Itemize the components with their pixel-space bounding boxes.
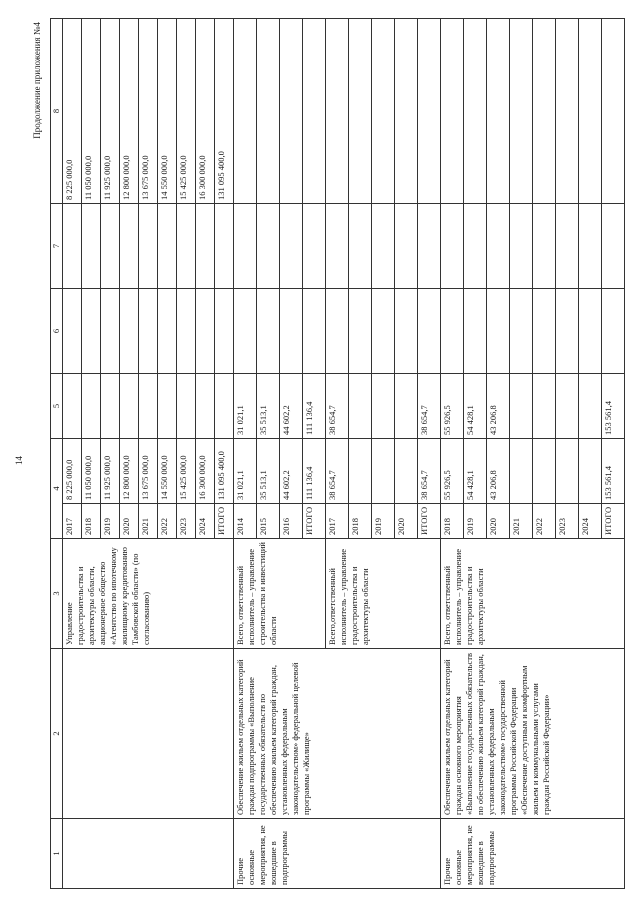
year-cell: 2017 xyxy=(63,504,82,539)
col5-cell: 153 561,4 xyxy=(602,374,625,439)
block3-category: Прочие основные мероприятия, не вошедшие в подпрограммы xyxy=(441,819,625,889)
col5-cell xyxy=(372,374,395,439)
block3-measure: Обеспечение жильем отдельных категорий граждан основного мероприятия «Выполнение государственных обязательств по обеспечению жильем категорий граждан, установленных федеральным законодательством» государственной программы Российской Федерации «Обеспечение доступным и комфортным жильем и коммунальными услугами граждан Российской Федерации» xyxy=(441,649,625,819)
year-cell: 2023 xyxy=(177,504,196,539)
col6-cell xyxy=(487,289,510,374)
block2-category: Прочие основные мероприятия, не вошедшие в подпрограммы xyxy=(234,819,441,889)
col6-cell xyxy=(280,289,303,374)
col8-cell: 8 225 000,0 xyxy=(63,19,82,204)
col5-cell xyxy=(215,374,234,439)
block2-measure: Обеспечение жильем отдельных категорий граждан подпрограммы «Выполнение государственных обязательств по обеспечению жильем категорий граждан, установленных федеральным законодательством» федеральной целевой программы «Жилище» xyxy=(234,649,441,819)
col8-cell xyxy=(510,19,533,204)
year-cell: 2018 xyxy=(441,504,464,539)
col8-cell: 14 550 000,0 xyxy=(158,19,177,204)
col4-cell: 38 654,7 xyxy=(326,439,349,504)
col8-cell xyxy=(372,19,395,204)
year-cell: 2018 xyxy=(82,504,101,539)
block1-col2 xyxy=(63,649,234,819)
col6-cell xyxy=(464,289,487,374)
col8-cell xyxy=(418,19,441,204)
block1-executor: Управление градостроительства и архитектуры области, акционерное общество «Агентство по ипотечному жилищному кредитованию Тамбовской области» (по согласованию) xyxy=(63,539,234,649)
col5-cell: 55 926,5 xyxy=(441,374,464,439)
col8-cell xyxy=(395,19,418,204)
col4-cell xyxy=(395,439,418,504)
col6-cell xyxy=(533,289,556,374)
col4-cell xyxy=(533,439,556,504)
year-cell: 2014 xyxy=(234,504,257,539)
col7-cell xyxy=(177,204,196,289)
col7-cell xyxy=(326,204,349,289)
col5-cell xyxy=(120,374,139,439)
col5-cell: 44 602,2 xyxy=(280,374,303,439)
year-cell: 2022 xyxy=(158,504,177,539)
col7-cell xyxy=(349,204,372,289)
block2-executor-b: Всего,ответственный исполнитель – управление градостроительства и архитектуры области xyxy=(326,539,441,649)
col8-cell xyxy=(441,19,464,204)
table-row xyxy=(441,19,464,889)
col7-cell xyxy=(120,204,139,289)
col6-cell xyxy=(441,289,464,374)
col7-cell xyxy=(487,204,510,289)
header-row xyxy=(51,19,63,889)
year-cell: 2021 xyxy=(139,504,158,539)
col4-cell: 14 550 000,0 xyxy=(158,439,177,504)
header-col-8: 8 xyxy=(51,19,63,204)
col8-cell xyxy=(533,19,556,204)
col4-cell: 13 675 000,0 xyxy=(139,439,158,504)
header-col-6: 6 xyxy=(51,289,63,374)
col5-cell: 31 021,1 xyxy=(234,374,257,439)
col5-cell xyxy=(579,374,602,439)
block1-col1 xyxy=(63,819,234,889)
header-col-4: 4 xyxy=(51,439,63,539)
col7-cell xyxy=(63,204,82,289)
col6-cell xyxy=(139,289,158,374)
col6-cell xyxy=(82,289,101,374)
col5-cell xyxy=(395,374,418,439)
col7-cell xyxy=(101,204,120,289)
block2-executor-a: Всего, ответственный исполнитель – управление строительства и инвестиций области xyxy=(234,539,326,649)
year-cell: 2015 xyxy=(257,504,280,539)
col6-cell xyxy=(257,289,280,374)
col7-cell xyxy=(257,204,280,289)
col6-cell xyxy=(215,289,234,374)
year-cell: ИТОГО xyxy=(602,504,625,539)
table-row xyxy=(234,19,257,889)
col8-cell xyxy=(234,19,257,204)
col6-cell xyxy=(120,289,139,374)
col6-cell xyxy=(158,289,177,374)
col8-cell: 13 675 000,0 xyxy=(139,19,158,204)
col4-cell: 44 602,2 xyxy=(280,439,303,504)
col5-cell xyxy=(101,374,120,439)
year-cell: 2020 xyxy=(395,504,418,539)
col7-cell xyxy=(139,204,158,289)
col5-cell xyxy=(556,374,579,439)
col6-cell xyxy=(372,289,395,374)
col5-cell xyxy=(533,374,556,439)
year-cell: 2020 xyxy=(120,504,139,539)
col5-cell xyxy=(177,374,196,439)
col7-cell xyxy=(464,204,487,289)
col8-cell: 11 925 000,0 xyxy=(101,19,120,204)
col6-cell xyxy=(602,289,625,374)
col5-cell xyxy=(139,374,158,439)
year-cell: 2021 xyxy=(510,504,533,539)
col8-cell xyxy=(464,19,487,204)
col4-cell: 111 136,4 xyxy=(303,439,326,504)
year-cell: 2016 xyxy=(280,504,303,539)
col4-cell xyxy=(510,439,533,504)
col4-cell: 16 300 000,0 xyxy=(196,439,215,504)
col8-cell xyxy=(303,19,326,204)
col7-cell xyxy=(303,204,326,289)
header-col-1: 1 xyxy=(51,819,63,889)
col6-cell xyxy=(326,289,349,374)
year-cell: 2020 xyxy=(487,504,510,539)
block3-executor: Всего, ответственный исполнитель – управление градостроительства и архитектуры области xyxy=(441,539,625,649)
col8-cell xyxy=(326,19,349,204)
col7-cell xyxy=(556,204,579,289)
col5-cell: 111 136,4 xyxy=(303,374,326,439)
col5-cell xyxy=(349,374,372,439)
col4-cell: 131 095 400,0 xyxy=(215,439,234,504)
col4-cell: 8 225 000,0 xyxy=(63,439,82,504)
header-col-5: 5 xyxy=(51,374,63,439)
col7-cell xyxy=(395,204,418,289)
col5-cell: 38 654,7 xyxy=(418,374,441,439)
year-cell: ИТОГО xyxy=(303,504,326,539)
col8-cell: 131 095 400,0 xyxy=(215,19,234,204)
col6-cell xyxy=(349,289,372,374)
col5-cell xyxy=(63,374,82,439)
col4-cell xyxy=(372,439,395,504)
col5-cell xyxy=(510,374,533,439)
col6-cell xyxy=(196,289,215,374)
col4-cell: 35 513,1 xyxy=(257,439,280,504)
col4-cell xyxy=(349,439,372,504)
col8-cell xyxy=(349,19,372,204)
col7-cell xyxy=(372,204,395,289)
col7-cell xyxy=(82,204,101,289)
col7-cell xyxy=(441,204,464,289)
col7-cell xyxy=(280,204,303,289)
col4-cell: 31 021,1 xyxy=(234,439,257,504)
col4-cell: 153 561,4 xyxy=(602,439,625,504)
col7-cell xyxy=(579,204,602,289)
col7-cell xyxy=(510,204,533,289)
col8-cell: 15 425 000,0 xyxy=(177,19,196,204)
col8-cell xyxy=(487,19,510,204)
col4-cell: 38 654,7 xyxy=(418,439,441,504)
col6-cell xyxy=(234,289,257,374)
header-col-7: 7 xyxy=(51,204,63,289)
year-cell: ИТОГО xyxy=(418,504,441,539)
col5-cell: 54 428,1 xyxy=(464,374,487,439)
col7-cell xyxy=(602,204,625,289)
col6-cell xyxy=(177,289,196,374)
col8-cell xyxy=(280,19,303,204)
col8-cell xyxy=(257,19,280,204)
col4-cell: 12 800 000,0 xyxy=(120,439,139,504)
header-col-2: 2 xyxy=(51,649,63,819)
header-col-3: 3 xyxy=(51,539,63,649)
continuation-caption: Продолжение приложения №4 xyxy=(32,22,42,139)
col6-cell xyxy=(101,289,120,374)
col6-cell xyxy=(303,289,326,374)
col4-cell: 43 206,8 xyxy=(487,439,510,504)
year-cell: 2019 xyxy=(372,504,395,539)
col6-cell xyxy=(556,289,579,374)
col6-cell xyxy=(418,289,441,374)
col8-cell: 16 300 000,0 xyxy=(196,19,215,204)
year-cell: 2022 xyxy=(533,504,556,539)
col7-cell xyxy=(196,204,215,289)
col5-cell: 43 206,8 xyxy=(487,374,510,439)
year-cell: 2019 xyxy=(101,504,120,539)
col8-cell xyxy=(579,19,602,204)
year-cell: 2023 xyxy=(556,504,579,539)
col5-cell: 35 513,1 xyxy=(257,374,280,439)
col4-cell: 54 428,1 xyxy=(464,439,487,504)
col4-cell: 11 050 000,0 xyxy=(82,439,101,504)
col8-cell xyxy=(602,19,625,204)
year-cell: 2018 xyxy=(349,504,372,539)
col7-cell xyxy=(158,204,177,289)
col4-cell xyxy=(579,439,602,504)
col4-cell: 15 425 000,0 xyxy=(177,439,196,504)
col5-cell xyxy=(196,374,215,439)
col8-cell: 11 050 000,0 xyxy=(82,19,101,204)
year-cell: 2019 xyxy=(464,504,487,539)
col6-cell xyxy=(395,289,418,374)
col6-cell xyxy=(579,289,602,374)
col4-cell: 55 926,5 xyxy=(441,439,464,504)
col6-cell xyxy=(63,289,82,374)
col4-cell: 11 925 000,0 xyxy=(101,439,120,504)
col6-cell xyxy=(510,289,533,374)
col5-cell: 38 654,7 xyxy=(326,374,349,439)
col8-cell: 12 800 000,0 xyxy=(120,19,139,204)
budget-table xyxy=(50,18,625,889)
col7-cell xyxy=(234,204,257,289)
year-cell: 2024 xyxy=(196,504,215,539)
year-cell: 2024 xyxy=(579,504,602,539)
col7-cell xyxy=(215,204,234,289)
year-cell: 2017 xyxy=(326,504,349,539)
table-row xyxy=(63,19,82,889)
col5-cell xyxy=(82,374,101,439)
col7-cell xyxy=(533,204,556,289)
year-cell: ИТОГО xyxy=(215,504,234,539)
col7-cell xyxy=(418,204,441,289)
col4-cell xyxy=(556,439,579,504)
col8-cell xyxy=(556,19,579,204)
page-number: 14 xyxy=(14,456,24,465)
col5-cell xyxy=(158,374,177,439)
